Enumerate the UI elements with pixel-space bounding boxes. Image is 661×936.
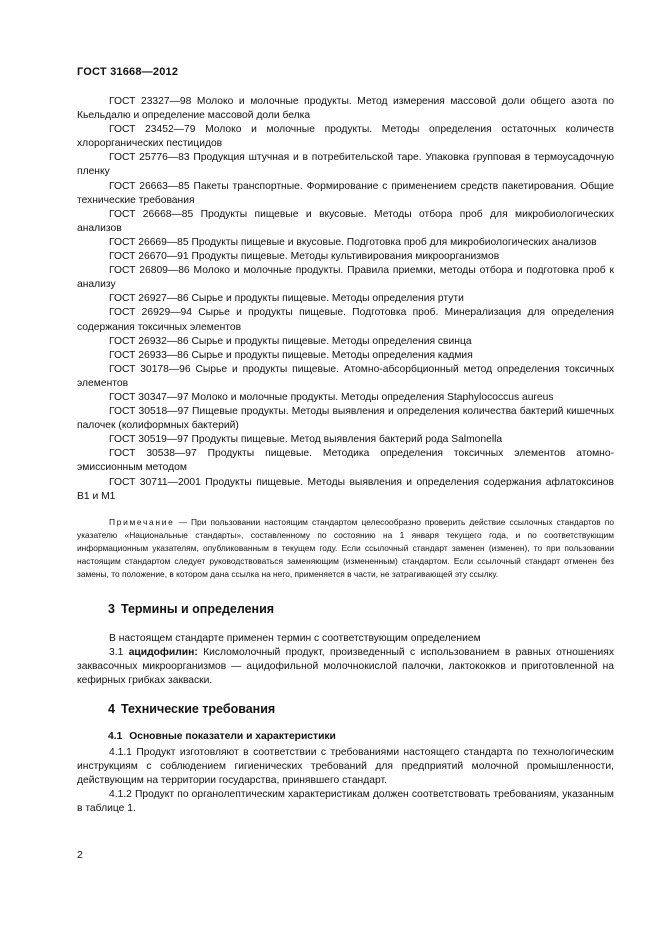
references-note: [77, 516, 614, 581]
reference-item: ГОСТ 23327—98 Молоко и молочные продукты. Метод измерения массовой доли общего азота по Кьельдалю и определение массовой доли белка: [77, 96, 614, 122]
term-item-number: 3.1: [109, 647, 124, 658]
reference-item: ГОСТ 26663—85 Пакеты транспортные. Формирование с применением средств пакетирования. Общие технические требования: [77, 180, 614, 206]
reference-item: ГОСТ 26932—86 Сырье и продукты пищевые. Методы определения свинца: [109, 335, 472, 347]
reference-item: ГОСТ 25776—83 Продукция штучная и в потребительской таре. Упаковка групповая в термоусадочную пленку: [77, 152, 614, 178]
page-number: 2: [77, 849, 83, 861]
note-text: — При пользовании настоящим стандартом целесообразно проверить действие ссылочных стандартов по указателю «Национальные стандарты», составленному по состоянию на 1 января текущего года, и по соответствующим информационным указателям, опубликованным в текущем году. Если ссылочный стандарт заменен (изменен), то при пользовании настоящим стандартом следует руководствоваться заменяющим (измененным) стандартом. Если ссылочный стандарт отменен без замены, то положение, в котором дана ссылка на него, применяется в части, не затрагивающей эту ссылку.: [77, 517, 615, 580]
reference-item: ГОСТ 30518—97 Пищевые продукты. Методы выявления и определения количества бактерий кишечных палочек (колиформных бактерий): [77, 406, 614, 432]
section-number: 4: [108, 702, 115, 716]
subsection-number: 4.1: [108, 731, 123, 742]
reference-item: ГОСТ 26669—85 Продукты пищевые и вкусовые. Подготовка проб для микробиологических анализов: [109, 236, 597, 248]
subsection-title: Основные показатели и характеристики: [129, 731, 336, 742]
reference-item: ГОСТ 23452—79 Молоко и молочные продукты. Методы определения остаточных количеств хлорорганических пестицидов: [77, 124, 614, 150]
term-name: ацидофилин:: [128, 647, 198, 658]
section-3-intro: В настоящем стандарте применен термин с соответствующим определением: [109, 633, 481, 644]
term-definition-3-1: [77, 646, 614, 688]
reference-item: ГОСТ 26929—94 Сырье и продукты пищевые. Подготовка проб. Минерализация для определения содержания токсичных элементов: [77, 307, 614, 333]
reference-item: ГОСТ 26927—86 Сырье и продукты пищевые. Методы определения ртути: [109, 293, 464, 305]
reference-item: ГОСТ 26933—86 Сырье и продукты пищевые. Методы определения кадмия: [109, 349, 473, 361]
section-4-heading: [108, 702, 275, 716]
reference-item: ГОСТ 30347—97 Молоко и молочные продукты. Методы определения Staphylococcus aureus: [109, 391, 554, 403]
subsection-4-1-heading: [108, 731, 336, 742]
reference-item: ГОСТ 30538—97 Продукты пищевые. Методика определения токсичных элементов атомно-эмиссионным методом: [77, 448, 614, 474]
paragraph-4-1-2: 4.1.2 Продукт по органолептическим характеристикам должен соответствовать требованиям, указанным в таблице 1.: [77, 789, 614, 815]
section-title: Термины и определения: [120, 602, 275, 616]
reference-item: ГОСТ 30178—96 Сырье и продукты пищевые. Атомно-абсорбционный метод определения токсичных элементов: [77, 363, 614, 389]
section-title: Технические требования: [120, 702, 276, 716]
page-header-standard-code: ГОСТ 31668—2012: [77, 66, 179, 78]
term-definition: Кисломолочный продукт, произведенный с использованием в равных отношениях заквасочных микроорганизмов — ацидофильной молочнокислой палочки, лактококков и приготовленной на кефирных грибках закваски.: [77, 647, 614, 687]
note-label: Примечание: [109, 517, 175, 527]
reference-item: ГОСТ 30711—2001 Продукты пищевые. Методы выявления и определения содержания афлатоксинов В1 и М1: [77, 476, 614, 502]
normative-references-list: [77, 95, 614, 504]
section-number: 3: [108, 602, 115, 616]
reference-item: ГОСТ 30519—97 Продукты пищевые. Метод выявления бактерий рода Salmonella: [109, 434, 503, 446]
section-3-heading: [108, 602, 274, 616]
reference-item: ГОСТ 26670—91 Продукты пищевые. Методы культивирования микроорганизмов: [109, 251, 500, 263]
paragraph-4-1-1: 4.1.1 Продукт изготовляют в соответствии с требованиями настоящего стандарта по технологическим инструкциям с соблюдением гигиенических требований для предприятий молочной промышленности, действующим на территории государства, принявшего стандарт.: [77, 747, 614, 787]
reference-item: ГОСТ 26668—85 Продукты пищевые и вкусовые. Методы отбора проб для микробиологических анализов: [77, 208, 614, 234]
reference-item: ГОСТ 26809—86 Молоко и молочные продукты. Правила приемки, методы отбора и подготовка проб к анализу: [77, 265, 614, 291]
